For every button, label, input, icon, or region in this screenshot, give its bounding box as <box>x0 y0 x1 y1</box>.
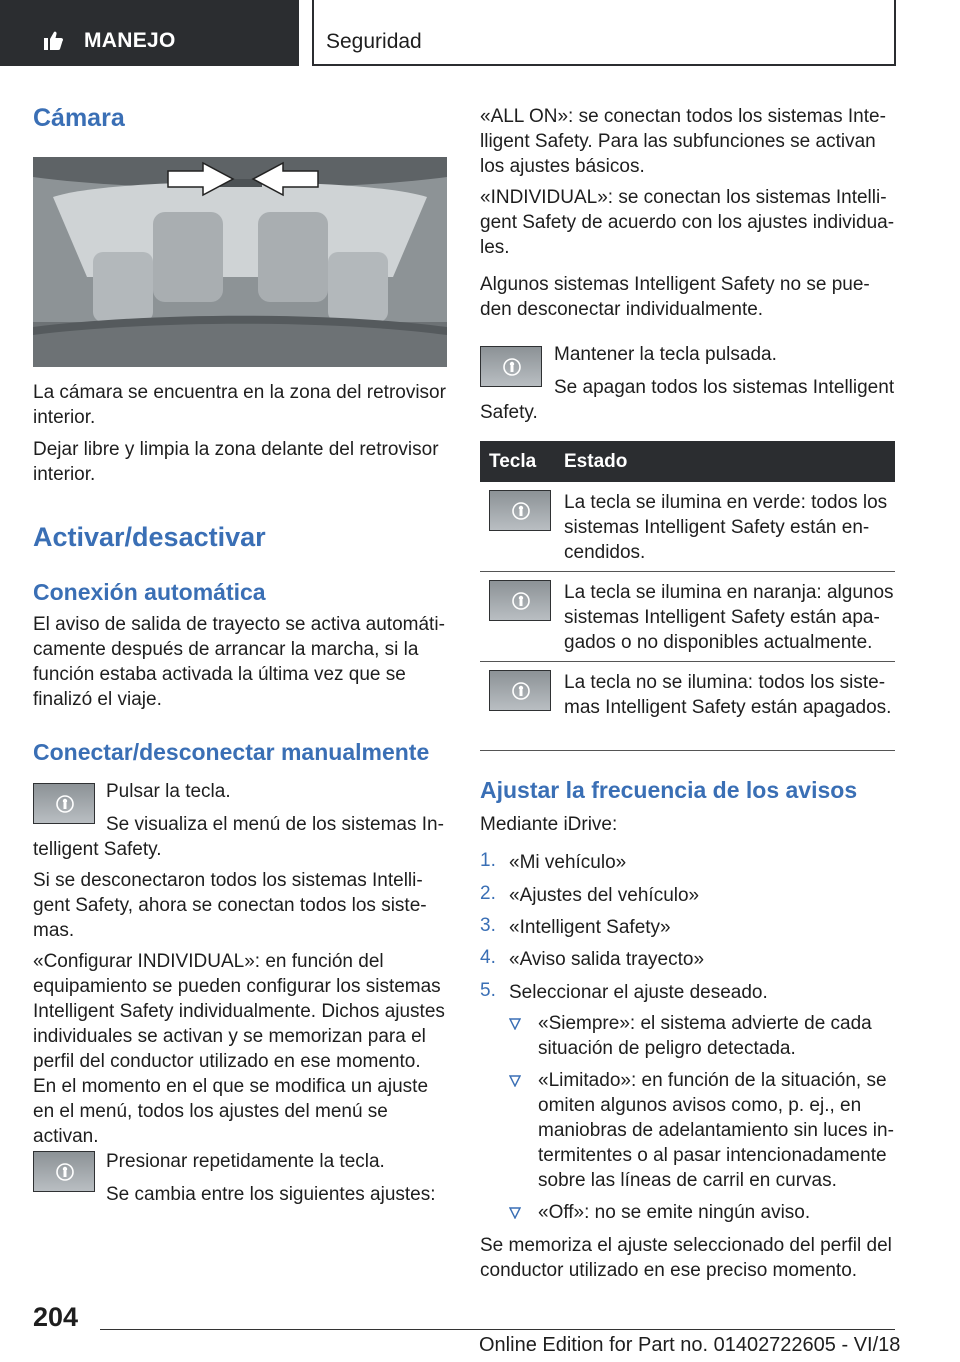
step-number: 5. <box>480 980 496 1001</box>
table-header-key: Tecla <box>489 451 537 472</box>
table-bottom-rule <box>480 750 895 751</box>
step-text: «Mi vehículo» <box>509 852 627 873</box>
step-number: 1. <box>480 850 496 871</box>
intelligent-safety-icon <box>490 581 552 622</box>
hold-step-1: Mantener la tecla pulsada. <box>554 344 777 365</box>
frequency-intro: Mediante iDrive: <box>480 814 618 835</box>
step-text: «Intelligent Safety» <box>509 917 671 938</box>
option-always: «Siempre»: el sistema advierte de cada situación de peligro detectada. <box>538 1013 872 1059</box>
step-text: Seleccionar el ajuste deseado. <box>509 982 768 1003</box>
page-number: 204 <box>33 1302 79 1332</box>
press-step-1: Presionar repetidamente la tecla. <box>106 1151 385 1172</box>
triangle-bullet-icon <box>509 1018 521 1030</box>
intelligent-safety-icon <box>34 1152 96 1193</box>
table-row-2-status: La tecla se ilumina en naranja: algunos sistemas Intelligent Safety están apagados o no disponibles actualmente. <box>564 582 894 653</box>
frequency-heading: Ajustar la frecuencia de los avisos <box>480 777 858 803</box>
table-header-status: Estado <box>564 451 628 472</box>
table-row-1-button-image <box>489 490 551 531</box>
table-row-2-button-image <box>489 580 551 621</box>
option-limited: «Limitado»: en función de la situación, se omiten algunos avisos como, p. ej., en maniobras de adelantamiento sin luces intermitentes o al pasar intencionadamente sobre las líneas de carril en curvas. <box>538 1070 894 1191</box>
activate-heading: Activar/desactivar <box>33 522 266 552</box>
manual-paragraph-4: «Configurar INDIVIDUAL»: en función del equipamiento se pueden configurar los sistemas Intelligent Safety individualmente. Dichos ajustes individuales se activan y se memorizan para el perfil del conductor utilizado en ese momento. En el momento en el que se modifica un ajuste en el menú, todos los ajustes del menú se activan. <box>33 951 445 1147</box>
section-tab <box>0 0 299 66</box>
footer-edition: Online Edition for Part no. 01402722605 - VI/18 <box>479 1334 901 1356</box>
step-text: «Ajustes del vehículo» <box>509 885 700 906</box>
press-step-2: Se cambia entre los siguientes ajustes: <box>106 1184 436 1205</box>
some-systems-paragraph: Algunos sistemas Intelligent Safety no se pueden desconectar individualmente. <box>480 274 870 320</box>
camera-photo <box>33 157 447 367</box>
car-interior-illustration <box>33 157 447 367</box>
chapter-title: Seguridad <box>326 30 422 53</box>
table-row-divider <box>480 571 895 572</box>
chapter-box <box>312 0 896 66</box>
camera-paragraph-2: Dejar libre y limpia la zona delante del retrovisor interior. <box>33 439 439 485</box>
step-number: 4. <box>480 947 496 968</box>
camera-heading: Cámara <box>33 104 125 132</box>
triangle-bullet-icon <box>509 1207 521 1219</box>
section-title: MANEJO <box>84 29 176 52</box>
auto-paragraph: El aviso de salida de trayecto se activa automáticamente después de arrancar la marcha, si la función estaba activada la última vez que se finalizó el viaje. <box>33 614 445 710</box>
step-text: «Aviso salida trayecto» <box>509 949 705 970</box>
step-number: 3. <box>480 915 496 936</box>
camera-paragraph-1: La cámara se encuentra en la zona del retrovisor interior. <box>33 382 446 428</box>
manual-heading: Conectar/desconectar manualmente <box>33 739 430 765</box>
manual-step-2: Se visualiza el menú de los sistemas Intelligent Safety. <box>33 814 444 860</box>
intelligent-safety-icon <box>490 671 552 712</box>
table-row-3-button-image <box>489 670 551 711</box>
footer-rule <box>100 1329 895 1330</box>
intelligent-safety-button-image-2 <box>33 1151 95 1192</box>
table-row-3-status: La tecla no se ilumina: todos los sistemas Intelligent Safety están apagados. <box>564 672 892 718</box>
table-row-divider <box>480 661 895 662</box>
steering-hand-icon <box>40 28 66 54</box>
intelligent-safety-icon <box>490 491 552 532</box>
option-off: «Off»: no se emite ningún aviso. <box>538 1202 811 1223</box>
allon-paragraph: «ALL ON»: se conectan todos los sistemas Intelligent Safety. Para las subfunciones se activan los ajustes básicos. <box>480 106 886 177</box>
step-number: 2. <box>480 883 496 904</box>
manual-paragraph-3: Si se desconectaron todos los sistemas Intelligent Safety, ahora se conectan todos los sistemas. <box>33 870 427 941</box>
status-table-header <box>480 441 895 482</box>
memorize-paragraph: Se memoriza el ajuste seleccionado del perfil del conductor utilizado en ese preciso momento. <box>480 1235 892 1281</box>
individual-paragraph: «INDIVIDUAL»: se conectan los sistemas Intelligent Safety de acuerdo con los ajustes individuales. <box>480 187 895 258</box>
manual-step-1: Pulsar la tecla. <box>106 781 231 802</box>
auto-heading: Conexión automática <box>33 579 266 605</box>
table-row-1-status: La tecla se ilumina en verde: todos los sistemas Intelligent Safety están encendidos. <box>564 492 888 563</box>
hold-step-2: Se apagan todos los sistemas Intelligent Safety. <box>480 377 895 423</box>
triangle-bullet-icon <box>509 1075 521 1087</box>
